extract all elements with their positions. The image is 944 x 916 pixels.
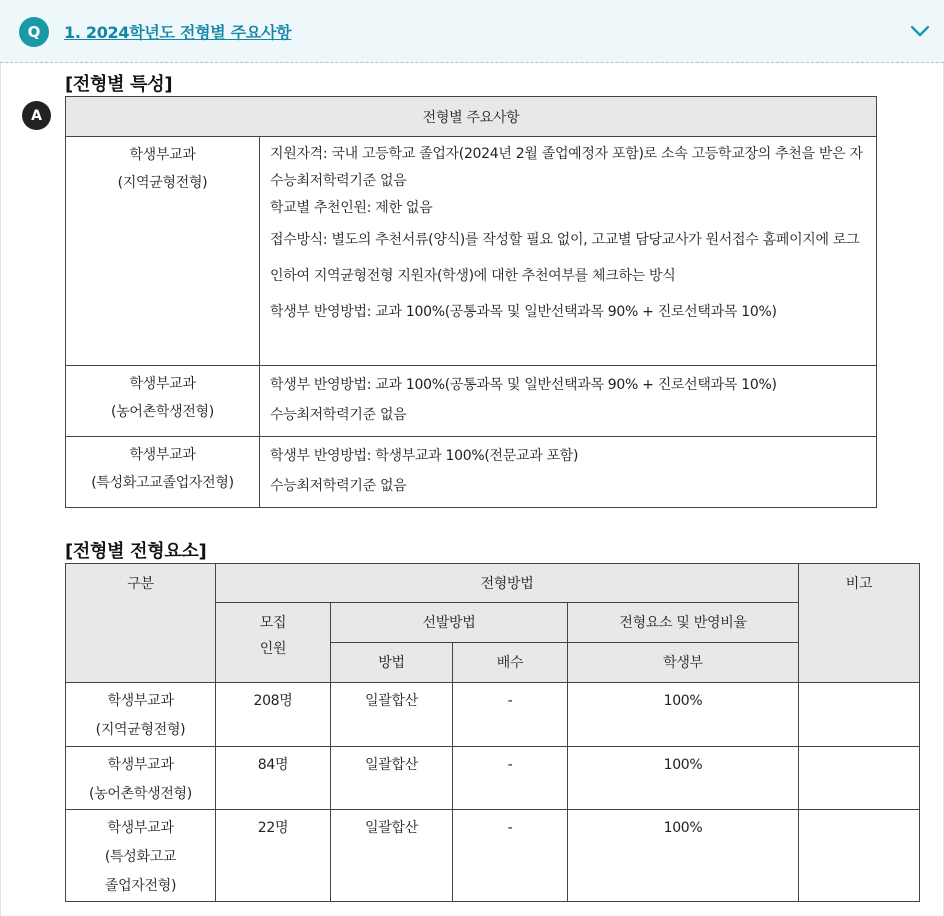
admission-type-sub: (특성화고교졸업자전형) [91,475,234,491]
note-cell [799,810,920,902]
admission-details-cell [260,137,877,366]
detail-line: 수능최저학력기준 없음 [270,407,407,423]
header-recruit: 모집 인원 [216,603,331,683]
table-header: 전형별 주요사항 [66,97,877,137]
table-row [66,366,877,437]
selection-way: 일괄합산 [331,747,453,810]
detail-line: 학생부 반영방법: 학생부교과 100%(전문교과 포함) [270,448,579,464]
admission-characteristics-table [65,96,877,508]
chevron-down-icon[interactable] [909,22,931,40]
record-ratio: 100% [568,810,799,902]
selection-way: 일괄합산 [331,810,453,902]
answer-panel [0,63,944,916]
table-row [66,683,920,747]
admission-type-cell [66,437,260,508]
question-title-link[interactable]: 1. 2024학년도 전형별 주요사항 [64,23,292,42]
record-ratio: 100% [568,747,799,810]
question-badge: Q [19,17,49,47]
section-title-elements: [전형별 전형요소] [65,541,207,562]
admission-type-cell [66,366,260,437]
admission-type-sub: (농어촌학생전형) [111,404,214,420]
detail-line: 수능최저학력기준 없음 [270,173,407,189]
recruit-count: 208명 [216,683,331,747]
detail-line: 학생부 반영방법: 교과 100%(공통과목 및 일반선택과목 90% + 진로선택과목 10%) [270,304,777,320]
detail-line: 수능최저학력기준 없음 [270,478,407,494]
header-elements: 전형요소 및 반영비율 [568,603,799,643]
detail-line: 지원자격: 국내 고등학교 졸업자(2024년 2월 졸업예정자 포함)로 소속 고등학교장의 추천을 받은 자 [270,146,863,162]
header-multiple: 배수 [453,643,568,683]
section-title-characteristics: [전형별 특성] [65,74,173,95]
admission-type-name: 학생부교과 [129,147,196,163]
detail-line: 접수방식: 별도의 추천서류(양식)를 작성할 필요 없이, 고교별 담당교사가 원서접수 홈페이지에 로그인하여 지역균형전형 지원자(학생)에 대한 추천여부를 체크하는 방식 [270,232,860,284]
admission-elements-table [65,563,920,902]
admission-type-cell: 학생부교과 (특성화고교 졸업자전형) [66,810,216,902]
detail-line: 학교별 추천인원: 제한 없음 [270,200,433,216]
admission-details-cell [260,437,877,508]
detail-line: 학생부 반영방법: 교과 100%(공통과목 및 일반선택과목 90% + 진로선택과목 10%) [270,377,777,393]
header-selection: 선발방법 [331,603,568,643]
admission-type-name: 학생부교과 [129,376,196,392]
admission-type-cell [66,137,260,366]
answer-badge: A [22,101,51,130]
admission-details-cell [260,366,877,437]
selection-way: 일괄합산 [331,683,453,747]
selection-multiple: - [453,810,568,902]
recruit-count: 84명 [216,747,331,810]
recruit-count: 22명 [216,810,331,902]
selection-multiple: - [453,683,568,747]
table-row [66,747,920,810]
admission-type-sub: (지역균형전형) [117,175,208,191]
table-row [66,810,920,902]
admission-type-name: 학생부교과 [129,447,196,463]
table-row [66,137,877,366]
header-category: 구분 [66,564,216,683]
note-cell [799,747,920,810]
header-method: 전형방법 [216,564,799,603]
question-header[interactable] [0,0,944,63]
note-cell [799,683,920,747]
header-note: 비고 [799,564,920,683]
admission-type-cell: 학생부교과 (지역균형전형) [66,683,216,747]
header-way: 방법 [331,643,453,683]
record-ratio: 100% [568,683,799,747]
selection-multiple: - [453,747,568,810]
header-record: 학생부 [568,643,799,683]
table-row [66,437,877,508]
admission-type-cell: 학생부교과 (농어촌학생전형) [66,747,216,810]
